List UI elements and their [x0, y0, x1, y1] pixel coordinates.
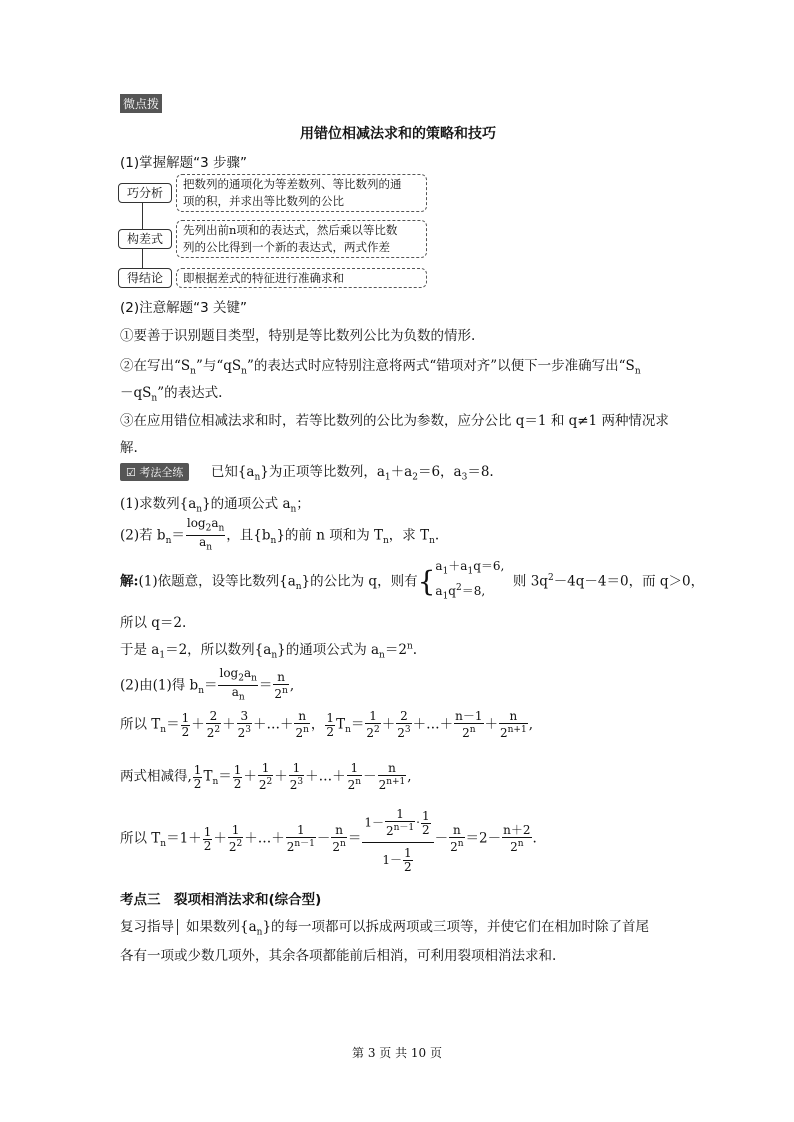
tip-tag: 微点拨	[120, 94, 162, 113]
key-heading: (2)注意解题“3 关键”	[120, 300, 247, 316]
solution-final: 所以 $T_n=1+$ $\frac{1}{2}$ ＋ $\frac{1}{2^2}$ ＋…＋ $\frac{1}{2^{n-1}}$ － $\frac{n}{2^n}$ ＝ 1－ $\frac{1}{2^{n-1}}$ · $\frac{1}{2}$ 1－ $\frac{1}{2}$ － $\frac{n}{2^n}$ ＝2－ $\frac{n+2}{2^n}$ .	[120, 804, 537, 874]
problem-line: ☑ 考法全练 已知$\{a_n\}$为正项等比数列，$a_1+a_2=6$，$a_3=8$.	[120, 460, 494, 483]
solution-line-4: (2)由(1)得 $b_n=$ $\frac{\log_2a_n}{a_n}$ ＝ $\frac{n}{2^n}$ ,	[120, 666, 295, 703]
solution-tn-sum: 所以 $T_n=$ $\frac{1}{2}$ ＋ $\frac{2}{2^2}$ ＋ $\frac{3}{2^3}$ ＋…＋ $\frac{n}{2^n}$ ， $\frac{1}{2}$ $T_n=$ $\frac{1}{2^2}$ ＋ $\frac{2}{2^3}$ ＋…＋ $\frac{n-1}{2^n}$ ＋ $\frac{n}{2^{n+1}}$ ,	[120, 709, 534, 740]
step-text-analyze: 把数列的通项化为等差数列、等比数列的通 项的积，并求出等比数列的公比	[176, 174, 427, 212]
step-text-conclude: 即根据差式的特征进行准确求和	[176, 268, 427, 288]
key-3: ③在应用错位相减法求和时，若等比数列的公比为参数，应分公比 q＝1 和 q≠1 两种情况求	[120, 413, 669, 429]
question-2: (2)若 $b_n=$ $\frac{\log_2a_n}{a_n}$ ，且$\{b_n\}$的前 n 项和为 $T_n$，求 $T_n$.	[120, 516, 440, 553]
key-1: ①要善于识别题目类型，特别是等比数列公比为负数的情形.	[120, 328, 476, 344]
review-line-2: 各有一项或少数几项外，其余各项都能前后相消，可利用裂项相消法求和.	[120, 948, 557, 964]
key-2: ②在写出“$S_n$”与“$qS_n$”的表达式时应特别注意将两式“错项对齐”以便下一步准确写出“$S_n$	[120, 358, 641, 377]
question-1: (1)求数列$\{a_n\}$的通项公式 $a_n$；	[120, 496, 310, 515]
exam-practice-tag: ☑ 考法全练	[120, 463, 189, 481]
step-label-conclude: 得结论	[118, 268, 172, 288]
key-2-cont: $-qS_n$”的表达式.	[120, 385, 223, 404]
solution-subtract: 两式相减得, $\frac{1}{2}$ $T_n=$ $\frac{1}{2}$ ＋ $\frac{1}{2^2}$ ＋ $\frac{1}{2^3}$ ＋…＋ $\frac{1}{2^n}$ － $\frac{n}{2^{n+1}}$ ,	[120, 761, 412, 792]
page-footer: 第 3 页 共 10 页	[352, 1046, 442, 1060]
review-line-1: 复习指导 如果数列$\{a_n\}$的每一项都可以拆成两项或三项等，并使它们在相加时除了首尾	[120, 919, 650, 938]
topic-3-heading: 考点三 裂项相消法求和(综合型)	[120, 892, 322, 908]
step-label-construct: 构差式	[118, 229, 172, 249]
key-3-cont: 解.	[120, 440, 138, 456]
solution-line-3: 于是 $a_1=2$，所以数列$\{a_n\}$的通项公式为 $a_n=2^n$.	[120, 641, 418, 661]
solution-line-2: 所以 q＝2.	[120, 615, 187, 631]
step-text-construct: 先列出前n项和的表达式，然后乘以等比数 列的公比得到一个新的表达式，两式作差	[176, 220, 427, 258]
step-heading: (1)掌握解题“3 步骤”	[120, 155, 247, 171]
solution-line-1: 解:(1)依题意，设等比数列$\{a_n\}$的公比为 q，则有{$a_1+a_1q=6$, $a_1q^2=8$, 则 $3q^2-4q-4=0$，而 q＞0，	[120, 559, 705, 602]
section-title: 用错位相减法求和的策略和技巧	[300, 126, 496, 142]
step-label-analyze: 巧分析	[118, 183, 172, 203]
